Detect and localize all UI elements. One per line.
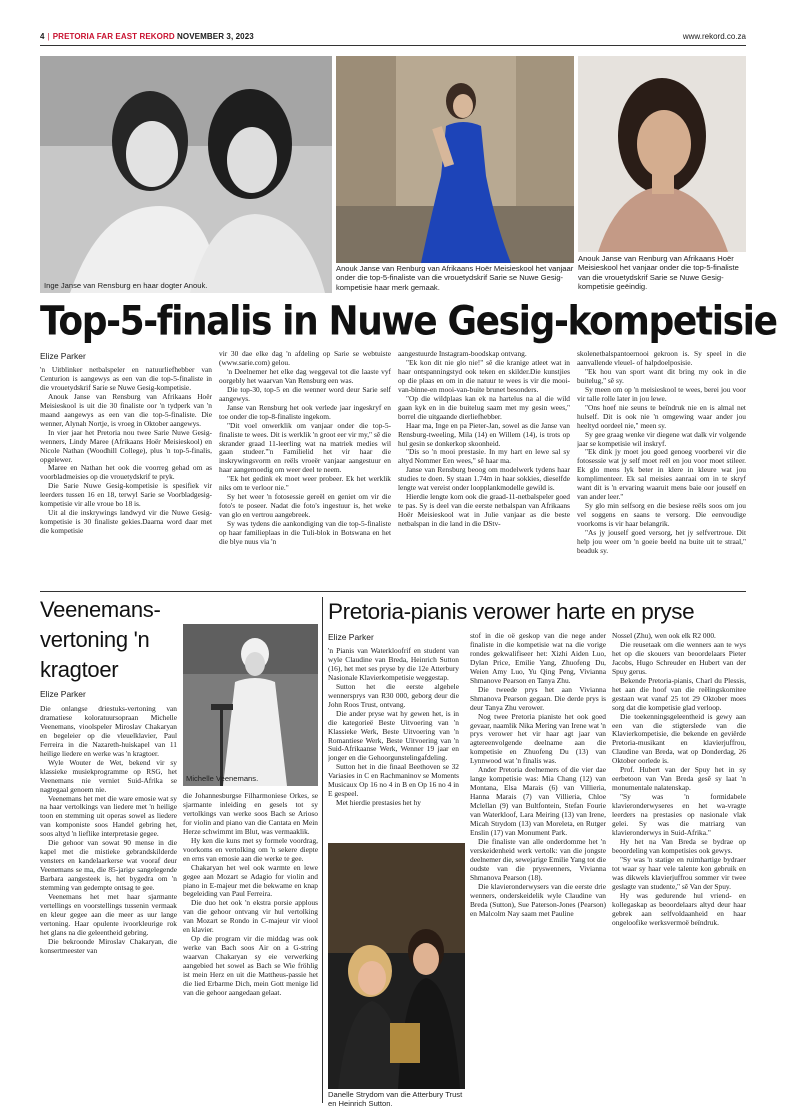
paragraph: Sy was tydens die aankondiging van die top-5-finaliste op haar familieplaas in die Tuli-blok in Botswana en het die blye nuus via 'n bbox=[219, 519, 391, 547]
paragraph: die Johannesburgse Filharmoniese Orkes, se sjarmante inleiding en gesels tot sy vertolkings van werke soos Bach se Arioso for violin and piano van die Cantata en Mein Herze schwimmt im Blut, was vermaaklik. bbox=[183, 792, 318, 836]
website-url: www.rekord.co.za bbox=[682, 32, 746, 41]
paragraph: Hierdie lengte kom ook die graad-11-netbalspeler goed te pas. Sy is deel van die eerste netbalspan van Afrikaans Hoër Meisieskool wat in Julie vanjaar as die beste netbalspan in die land in die DStv- bbox=[398, 492, 570, 529]
award-illustration bbox=[328, 843, 465, 1089]
paragraph: "Sy was 'n formidabele klavieronderwyseres en het wa-vragte leerders na prestasies op nasionale vlak gelei. Sy was die matriarg van klavieronderwys in Suid-Afrika." bbox=[612, 792, 746, 837]
paragraph: Janse van Rensburg het ook verlede jaar ingeskryf en toe onder die top-8-finaliste ingekom. bbox=[219, 402, 391, 421]
paragraph: Die finaliste van alle onderdomme het 'n verskeidenheid werk vertolk: van die jongste deelnemer die, sewejarige Emilie Yang tot die oudste van die pryswenners, Vivianna Shmanova Pearson (18). bbox=[470, 836, 606, 882]
portrait-photo bbox=[578, 56, 746, 252]
veenemans-headline bbox=[40, 595, 190, 685]
piano-headline: Pretoria-pianis verower harte en pryse bbox=[328, 599, 695, 624]
blue-gown-photo bbox=[336, 56, 574, 263]
paragraph: Met hierdie prestasies het hy bbox=[336, 798, 421, 808]
paragraph: Die reusetaak om die wenners aan te wys het op die skouers van beoordelaars Pieter Jacobs, Hugo Schreuder en Hubert van der Spuy gerus. bbox=[612, 639, 746, 676]
paragraph: "Ek dink jy moet jou goed genoeg voorberei vir die fotosessie wat jy self moet reël en jou voor moet stileer. Ek glo mens lyk beter in klere in kleure wat jou komplimenteer. Ek sal meisies aanraai om in te skryf want dit is 'n ervaring waaruit mens baie oor jouself en van ander leer." bbox=[577, 447, 746, 502]
paragraph: Nog twee Pretoria pianiste het ook goed gevaar, naamlik Nika Mering van Irene wat 'n prys verower het vir haar agt jaar van agtereenvolgende deelname aan die kompetisie en Zhuofeng Du (13) van Lynnwood wat 'n finalis was. bbox=[470, 711, 606, 766]
headline-line: vertoning 'n bbox=[40, 627, 150, 652]
paragraph: Die onlangse driestuks-vertoning van dramatiese koloratuursopraan Michelle Veenemans, vioolspeler Miroslav Chakaryan en begeleier op die vleuelklavier, Paul Ferreira in die Nazareth-huiskapel van 11 heilige liedere en werke was 'n kragtoer. bbox=[40, 705, 177, 758]
paragraph: "Sy was 'n statige en ruimhartige bydraer tot waar sy haar vele talente kon gebruik en was dikwels klavierjuffrou sommer vir twee geslagte van studente," sê Van der Spuy. bbox=[612, 854, 746, 891]
piano-column-1 bbox=[328, 647, 459, 838]
paragraph: Ander Pretoria deelnemers of die vier dae lange kompetisie was: Mia Chang (12) van Montana, Elsa Marais (6) van Villieria, Hanna Marais (7) van Villieria, Chloe Mclellan (9) van Bultfontein, Stefan Fourie van Waterkloof, Lara Meiring (13) van Irene, Micah Strydom (13) van Moreleta, en Rutger Enslin (17) van Monument Park. bbox=[470, 765, 606, 837]
paragraph: vir 30 dae elke dag 'n afdeling op Sarie se webtuiste (www.sarie.com) gelou. bbox=[219, 350, 391, 367]
header-rule bbox=[40, 45, 746, 46]
paragraph: "Ek het gedink ek moet weer probeer. Ek het werklik niks om te verloor nie." bbox=[219, 474, 391, 493]
paragraph: Die Sarie Nuwe Gesig-kompetisie is spesifiek vir leerders tussen 16 en 18, terwyl Sarie se Voorbladgesig-kompetisie vir alle vroue bo 18 is. bbox=[40, 481, 212, 509]
portrait-illustration bbox=[578, 56, 746, 252]
paragraph: Bekende Pretoria-pianis, Charl du Plessis, het aan die hoof van die reëlingskomitee gestaan wat vanaf 25 tot 29 Oktober moes sorg dat die kompetisie glad verloop. bbox=[612, 675, 746, 712]
paragraph: Die klavieronderwysers van die eerste drie wenners, onderskeidelik wyle Claudine van Breda (Sutton), Sue Paterson-Jones (Pearson) en Malcolm Nay saam met Pauline bbox=[470, 881, 606, 918]
paragraph: Sutton het in die finaal Beethoven se 32 Variasies in C en Rachmaninov se Moments Musicaux Op 16 no 4 in B en Op 16 no 4 in E gespeel. bbox=[328, 762, 459, 799]
headline-line: kragtoer bbox=[40, 657, 119, 682]
veenemans-photo-caption: Michelle Veenemans. bbox=[186, 773, 259, 783]
paragraph: "Dis so 'n mooi prestasie. In my hart en lewe sal sy altyd Nommer Een wees," sê haar ma. bbox=[398, 447, 570, 466]
top-story-column-1 bbox=[40, 366, 212, 588]
top-story-column-3 bbox=[398, 350, 570, 588]
paragraph: Sy glo min selfsorg en die besiese reëls soos om jou vel soggens en saans te versorg. Die eenvoudige voorkoms is vir haar belangrik. bbox=[577, 501, 746, 529]
blue-gown-illustration bbox=[336, 56, 574, 263]
paragraph: "Dit voel onwerklik om vanjaar onder die top-5-finaliste te wees. Dit is werklik 'n groot eer vir my," sê die skrander graad 11-leerling wat na matriek medies wil gaan studeer."'n Familielid het vir haar die inskrywingsvorm en reëls vroeër vanjaar aangestuur en haar aangemoedig om weer deel te neem. bbox=[219, 420, 391, 475]
paragraph: In vier jaar het Pretoria nou twee Sarie Nuwe Gesig-wenners, Lindy Maree (Afrikaans Hoër Meisieskool) en Nicole Nathan (Woodhill College), plus 'n top-5-finalis, opgelewer. bbox=[40, 427, 212, 464]
singer-illustration bbox=[183, 624, 318, 786]
section-rule bbox=[40, 591, 746, 592]
paragraph: Die toekenningsgeleentheid is gewy aan een van die stigterslede van die Klavierkompetisie, die bekende en geviërde Pretoria-musikant en klavierjuffrou, Claudine van Breda, wat op Donderdag, 26 Oktober oorlede is. bbox=[612, 711, 746, 766]
paragraph: Sy gee graag wenke vir diegene wat dalk vir volgende jaar se kompetisie wil inskryf. bbox=[577, 429, 746, 448]
michelle-veenemans-photo bbox=[183, 624, 318, 786]
paragraph: Uit al die inskrywings landwyd vir die Nuwe Gesig-kompetisie is 30 finaliste gekies.Daarna word daar met die kompetisie bbox=[40, 508, 212, 536]
paragraph: "Ons hoef nie seuns te beïndruk nie en is almal net hulself. Dit is ook nie 'n omgewing waar ander jou heeltyd oordeel nie," meen sy. bbox=[577, 402, 746, 430]
paragraph: Anouk Janse van Rensburg van Afrikaans Hoër Meisieskool is uit die 30 finaliste oor 'n tydperk van 'n maand aangewys as een van die top-5-finaliste. Die wenner, Alynah Nortje, is vroeg in Oktober aangewys. bbox=[40, 391, 212, 428]
photo-caption-1: Inge Janse van Rensburg en haar dogter Anouk. bbox=[44, 280, 208, 290]
paragraph: Hy was gedurende hul vriend- en kollegaskap as beoordelaars altyd deur haar gebrek aan selfvoldaanheid en haar ongeloofike werksvermoë beïndruk. bbox=[612, 890, 746, 927]
issue-date: NOVEMBER 3, 2023 bbox=[177, 32, 254, 41]
paragraph: Chakaryan het wel ook warmte en lewe gegee aan Mozart se Adagio for violin and piano in E-majeur met die bekwame en knap begeleiding van Paul Ferreira. bbox=[183, 862, 318, 899]
paragraph: Die ander pryse wat hy gewen het, is in die kategorieë Beste Uitvoering van 'n Klassieke Werk, Beste Uitvoering van 'n Romantiese Werk, Beste Uitvoering van 'n Suid-Afrikaanse Werk, Wenner 19 jaar en jonger en die Gehoorgunstelingafdeling. bbox=[328, 708, 459, 763]
mother-daughter-photo bbox=[40, 56, 332, 293]
paragraph: Die bekroonde Miroslav Chakaryan, die konsertmeester van bbox=[40, 936, 177, 955]
veenemans-column-1 bbox=[40, 705, 177, 1105]
paragraph: Sy het weer 'n fotosessie gereël en geniet om vir die foto's te poseer. Nadat die foto's ingestuur is, het weke van glo en vertrou aangebreek. bbox=[219, 492, 391, 520]
photo-caption-2: Anouk Janse van Renburg van Afrikaans Hoër Meisieskool het vanjaar onder die top-5-finaliste van die vrouetydskrif Sarie se Nuwe Gesig-kompetisie haar merk gemaak. bbox=[336, 264, 574, 292]
paragraph: Hy ken die kuns met sy formele voordrag, voorkoms en vertolking om 'n sekere diepte en erns van emosie aan die werke te gee. bbox=[183, 835, 318, 863]
page-folio bbox=[40, 32, 254, 41]
piano-photo-caption: Danelle Strydom van die Atterbury Trust en Heinrich Sutton. bbox=[328, 1090, 463, 1109]
veenemans-column-2 bbox=[183, 792, 318, 1105]
paragraph: Veenemans het met die ware emosie wat sy na haar vertolkings van liedere met 'n heilige toon en stemming uit operas sowel as liedere van komponiste soos Handel gebring het, soos altyd 'n lieflike interpretasie gegee. bbox=[40, 793, 177, 839]
photo-caption-3: Anouk Janse van Renburg van Afrikaans Hoër Meisieskool het vanjaar onder die top-5-finaliste van die vrouetydskrif Sarie se Nuwe Gesig-kompetisie geëindig. bbox=[578, 254, 739, 292]
piano-column-3 bbox=[612, 632, 746, 1105]
headline-line: Veenemans- bbox=[40, 597, 161, 622]
paragraph: "As jy jouself goed versorg, het jy selfvertroue. Dit help jou weer om 'n goeie beeld na buite uit te straal," beaduk sy. bbox=[577, 528, 746, 555]
paragraph: "Ek kon dit nie glo nie!" sê die kranige atleet wat in haar ontspanningstyd ook teken en skilder.Die kunstjies op die plaas en om in die natuur te wees is vir die mooi-van-binne-en mooi-van-buite brunet besonders. bbox=[398, 357, 570, 394]
piano-byline: Elize Parker bbox=[328, 632, 374, 642]
top-story-column-2 bbox=[219, 350, 391, 588]
column-divider bbox=[322, 597, 323, 1103]
mother-daughter-illustration bbox=[40, 56, 332, 293]
top-story-byline: Elize Parker bbox=[40, 351, 86, 361]
paragraph: Maree en Nathan het ook die voorreg gehad om as voorbladmeisies op die vrouetydskrif te pryk. bbox=[40, 463, 212, 482]
veenemans-byline: Elize Parker bbox=[40, 689, 86, 699]
paragraph: skolenetbalspantoernooi gekroon is. Sy speel in die aanvallende vleuel- of halpdoelposisie. bbox=[577, 350, 746, 367]
paragraph: Nossel (Zhu), wen ook elk R2 000. bbox=[612, 632, 716, 640]
publication-name: PRETORIA FAR EAST REKORD bbox=[52, 32, 175, 41]
top-story-column-4 bbox=[577, 350, 746, 588]
paragraph: aangestuurde Instagram-boodskap ontvang. bbox=[398, 350, 527, 358]
paragraph: Haar ma, Inge en pa Pieter-Jan, sowel as die Janse van Rensburg-tweeling, Mila (14) en Willem (14), is trots op hul gesin se donkerkop skoonheid. bbox=[398, 420, 570, 448]
paragraph: 'n Pianis van Waterkloofrif en student van wyle Claudine van Breda, Heinrich Sutton (16), het met ses pryse by die 12e Atterbury Nasionale Klavierkompetisie weggestap. bbox=[328, 647, 459, 682]
paragraph: "Ek hou van sport want dit bring my ook in die buitelug," sê sy. bbox=[577, 366, 746, 385]
page-number: 4 bbox=[40, 32, 45, 41]
paragraph: stof in die oë geskop van die nege ander finaliste in die kompetisie wat na die vorige rondes gekwalifiseer het: Xizhi Aiden Luo, Dylan Price, Emilie Yang, Zhuofeng Du, Weien Amy Luo, Yu Qing Peng, Vivianna Shmanove Pearson en Tanya Zhu. bbox=[470, 632, 606, 685]
paragraph: 'n Deelnemer het elke dag weggeval tot die laaste vyf oorgebly het waarvan Van Rensburg een was. bbox=[219, 366, 391, 385]
paragraph: Janse van Rensburg beoog om modelwerk tydens haar studies te doen. Sy staan 1.74m in haar sokkies, dieselfde lengte wat vereist onder loopplankmodelle gewild is. bbox=[398, 465, 570, 493]
folio-separator: | bbox=[47, 32, 50, 41]
paragraph: Wyle Wouter de Wet, bekend vir sy klassieke musiekprogramme op RSG, het Veenemans nie verniet Suid-Afrika se nagtegaal genoem nie. bbox=[40, 757, 177, 794]
paragraph: Veenemans het met haar sjarmante vertellings en voorstellings tussenin vermaak en kleur gegee aan die meer as uur lange vertoning. Haar opulente ivoorkleurige rok het glans na die geleentheid gebring. bbox=[40, 892, 177, 937]
paragraph: 'n Uitblinker netbalspeler en natuurliefhebber van Centurion is aangewys as een van die top-5-finaliste in die vrouetydskrif Sarie se Nuwe Gesig-kompetisie. bbox=[40, 366, 212, 392]
paragraph: Die gehoor van sowat 90 mense in die kapel met die mistieke gebrandskilderde vensters en kandelaarkerse wat vooraf deur Veenemans se ma, die 85-jarige sangelegende Barbara aangesteek is, het bygedra om 'n stemming van gedempte ontsag te gee. bbox=[40, 838, 177, 893]
paragraph: Sy meen om op 'n meisieskool te wees, berei jou voor vir talle rolle later in jou lewe. bbox=[577, 384, 746, 403]
paragraph: Op die program vir die middag was ook werke van Bach soos Air on a G-string waarvan Chakaryan sy eie verwerking aangebied het sowel as Bach se Wie fröhlig ist mein Herz en uit die Mattheus-passie het die lied Erbarme Dich, mein Gott menige lid van die gehoor aangedaan gelaat. bbox=[183, 934, 318, 997]
paragraph: Sutton het die eerste algehele wennersprys van R30 000, geborg deur die John Roos Trust, ontvang. bbox=[328, 681, 459, 709]
paragraph: "Op die wildplaas kan ek na hartelus na al die wild gaan kyk en in die buitelug saam met my gesin wees," borrel die uitgaande dierliefhebber. bbox=[398, 393, 570, 421]
paragraph: Prof. Hubert van der Spuy het in sy eerbetoon van Van Breda gesê sy laat 'n monumentale nalatenskap. bbox=[612, 765, 746, 793]
paragraph: Die tweede prys het aan Vivianna Shmanova Pearson gegaan. Die derde prys is deur Tanya Zhu verower. bbox=[470, 684, 606, 712]
paragraph: Die top-30, top-5 en die wenner word deur Sarie self aangewys. bbox=[219, 384, 391, 403]
sutton-award-photo bbox=[328, 843, 465, 1089]
piano-column-2 bbox=[470, 632, 606, 1105]
paragraph: Hy het na Van Breda se bydrae op beoordeling van kompetisies ook gewys. bbox=[612, 836, 746, 855]
paragraph: Die duo het ook 'n ekstra porsie applous van die gehoor ontvang vir hul vertolking van Mozart se Rondo in C-majeur vir viool en klavier. bbox=[183, 898, 318, 935]
main-headline: Top-5-finalis in Nuwe Gesig-kompetisie bbox=[40, 298, 777, 345]
